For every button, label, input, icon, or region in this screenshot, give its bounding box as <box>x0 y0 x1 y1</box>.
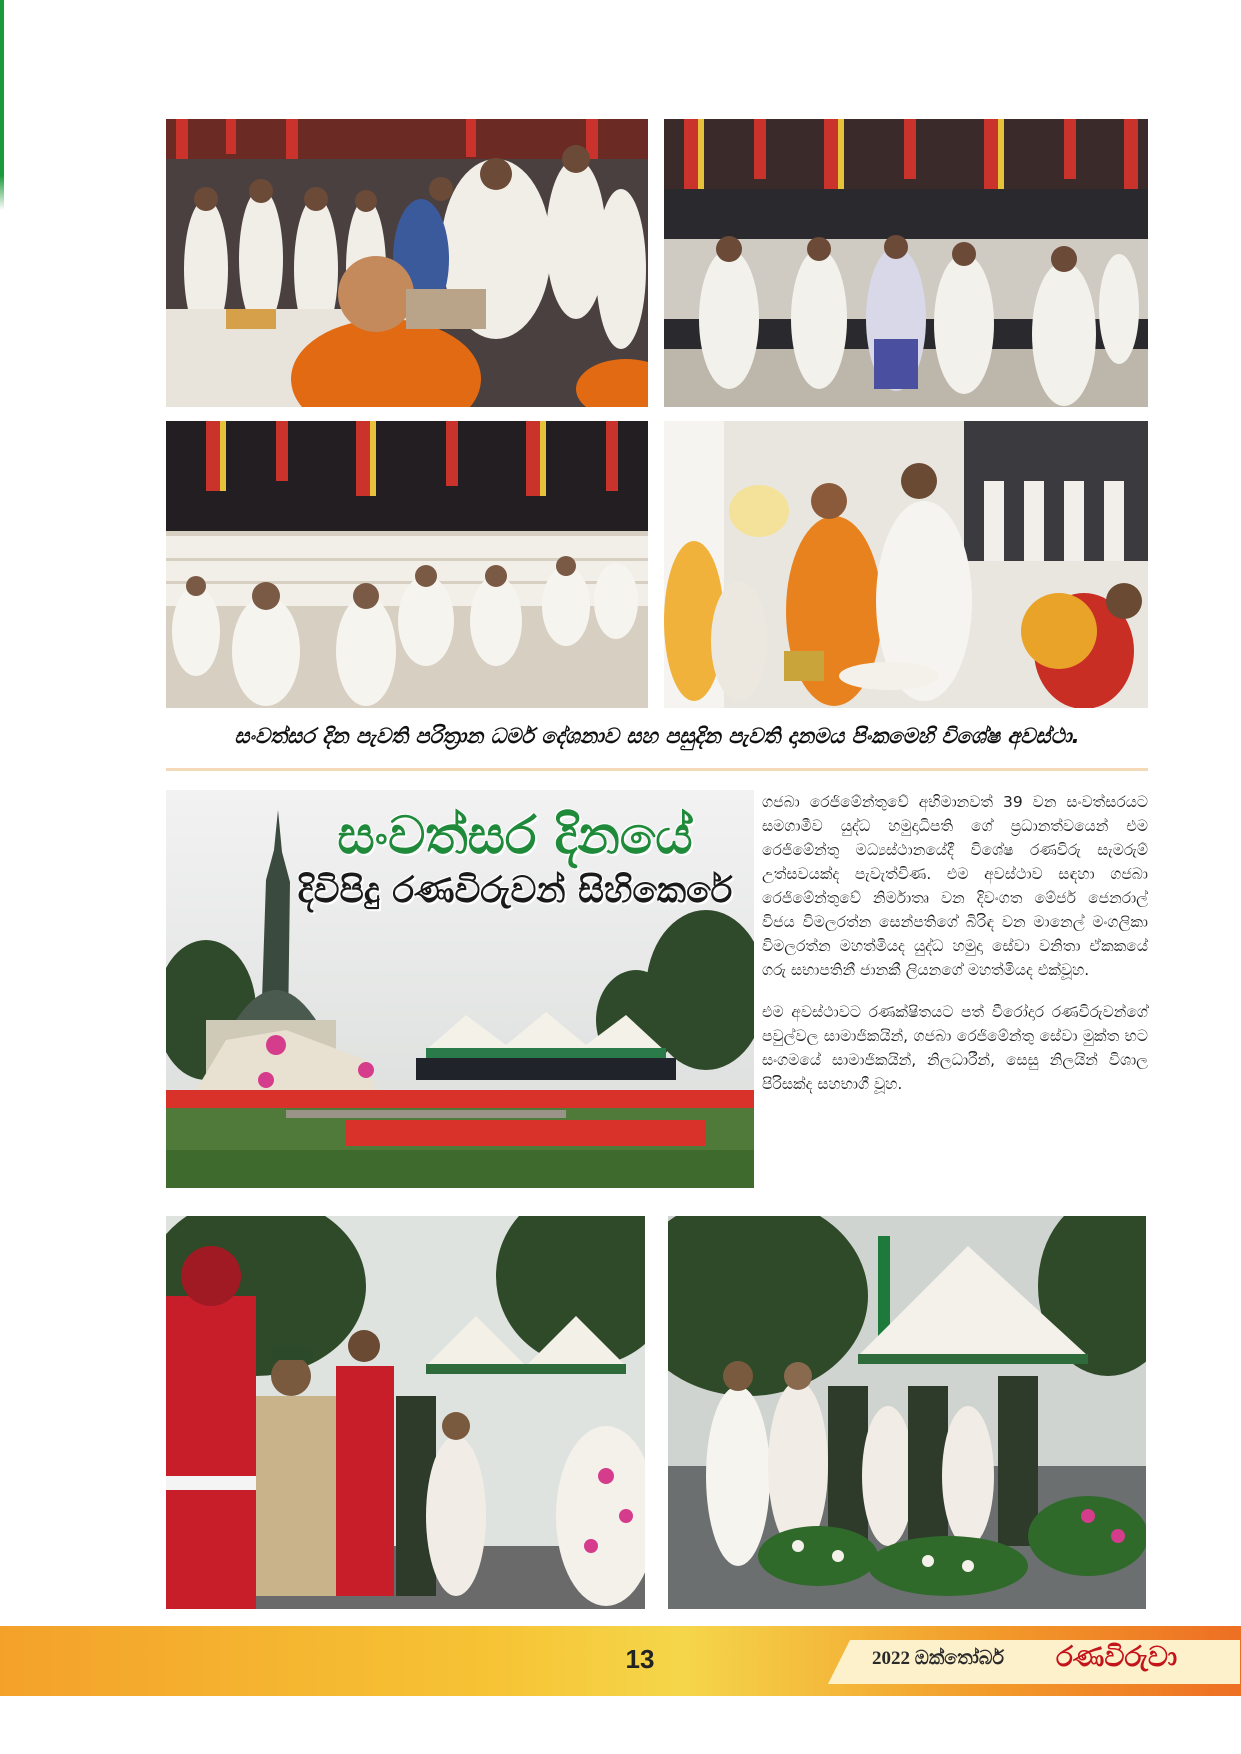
photo-monk-ceremony <box>664 421 1148 708</box>
article-body <box>762 790 1148 1114</box>
article-paragraph: එම අවස්ථාවට රණක්ෂිතයට පත් වීරෝදාර රණවිරුවන්ගේ පවුල්වල සාමාජිකයින්, ගජබා රෙජිමේන්තු සේවා මුක්ත භට සංගමයේ සාමාජිකයින්, නිලධාරීන්, සෙසු නිලයින් විශාල පිරිසක්ද සහභාගී වූහ. <box>762 1003 1148 1093</box>
photo-tribute <box>668 1216 1146 1609</box>
headline-subtitle: දිවිපිදු රණවිරුවන් සිහිකෙරේ <box>297 870 733 911</box>
photo-seated-guests <box>664 119 1148 407</box>
photo-alms-offering <box>166 119 648 407</box>
article-paragraph: ගජබා රෙජිමේන්තුවේ අභිමානවත් 39 වන සංවත්සරයට සමගාමීව යුද්ධ හමුදාධිපති ගේ ප්‍රධානත්වයෙන් එම රෙජිමේන්තු මධ්‍යස්ථානයේදී විශේෂ රණවිරු සැමරුම් උත්සවයක්ද පැවැත්විණ. එම අවස්ථාව සඳහා ගජබා රෙජිමේන්තුවේ නිර්මාතෘ වන දිවංගත මේජර් ජෙනරාල් විජය විමලරත්න සෙන්පතිගේ බිරිඳ වන මානෙල් මංගලිකා විමලරත්න මහත්මියද යුද්ධ හමුදා සේවා වනිතා ඒකකයේ ගරු සභාපතිනී ජානකී ලියනගේ මහත්මියද එක්වූහ. <box>762 793 1148 979</box>
section-divider <box>166 768 1148 771</box>
issue-date: 2022 ඔක්තෝබර් <box>872 1648 1004 1669</box>
photo-war-memorial <box>166 790 754 1188</box>
page-edge-accent <box>0 0 4 1754</box>
masthead-logo: රණවිරුවා <box>1056 1640 1178 1673</box>
headline-title: සංවත්සර දිනයේ <box>337 806 693 866</box>
page-number: 13 <box>625 1644 655 1674</box>
photo-caption: සංවත්සර දින පැවති පරිත්‍රාන ධර්ම දේශනාව සහ පසුදින පැවති දානමය පිංකමෙහි විශේෂ අවස්ථා. <box>234 724 1080 748</box>
photo-assembly-hall <box>166 421 648 708</box>
photo-salute <box>166 1216 645 1609</box>
